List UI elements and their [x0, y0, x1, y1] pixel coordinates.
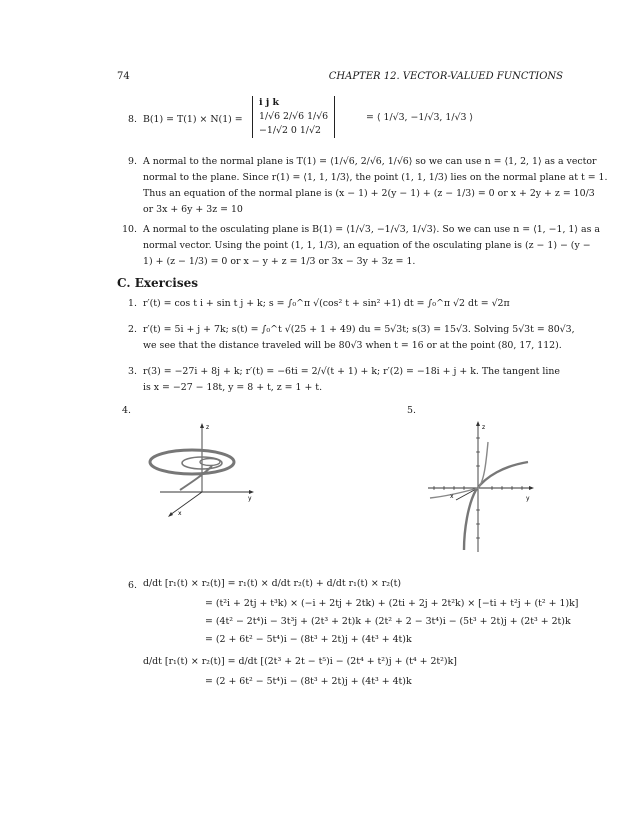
helix-inner-loop — [200, 459, 220, 466]
item-number: 6. — [128, 580, 137, 591]
exercise-6-line-2: = (t²i + 2tj + t³k) × (−i + 2tj + 2tk) + (2ti + 2j + 2t²k) × [−ti + t²j + (t² + 1)k] — [205, 598, 579, 609]
exercise-1-line: r′(t) = cos t i + sin t j + k; s = ∫₀^π √(cos² t + sin² +1) dt = ∫₀^π √2 dt = √2π — [143, 298, 510, 309]
item-number: 8. — [128, 114, 137, 125]
item-9 — [117, 154, 608, 218]
space-curve — [464, 462, 528, 550]
y-arrow — [529, 486, 534, 490]
exercise-3-line-2: is x = −27 − 18t, y = 8 + t, z = 1 + t. — [143, 382, 323, 393]
chapter-title: CHAPTER 12. VECTOR-VALUED FUNCTIONS — [328, 71, 563, 82]
z-arrow — [476, 421, 480, 426]
item-9-line-2: normal to the plane. Since r(1) = ⟨1, 1, 1/3⟩, the point (1, 1, 1/3) lies on the normal plane at t = 1. — [143, 172, 608, 183]
page-header — [117, 71, 563, 85]
figure-5-label: 5. — [407, 405, 416, 416]
section-title: C. Exercises — [117, 276, 198, 290]
item-10-line-2: normal vector. Using the point (1, 1, 1/3), an equation of the osculating plane is (z − 1) − (y − — [143, 240, 591, 251]
exercise-6-line-3: = (4t² − 2t⁴)i − 3t³j + (2t³ + 2t)k + (2t² + 2 − 3t⁴)i − (5t³ + 2t)j + (2t³ + 2t)k — [205, 616, 571, 627]
item-number: 2. — [128, 324, 137, 335]
x-arrow — [168, 512, 173, 517]
item-number: 1. — [128, 298, 137, 309]
determinant-matrix — [252, 96, 335, 138]
exercise-6-line-6: = (2 + 6t² − 5t⁴)i − (8t³ + 2t)j + (4t³ + 4t)k — [205, 676, 412, 687]
y-arrow — [249, 490, 254, 494]
x-axis-label: x — [450, 493, 454, 500]
page-number: 74 — [117, 71, 130, 82]
matrix-row-2: 1/√6 2/√6 1/√6 — [259, 111, 329, 122]
exercise-3 — [117, 364, 567, 396]
item-10-line-1: A normal to the osculating plane is B(1) = ⟨1/√3, −1/√3, 1/√3⟩. So we can use n = ⟨1, −1, 1⟩ as a — [143, 224, 600, 235]
matrix-row-1: i j k — [259, 97, 279, 108]
item-number: 3. — [128, 366, 137, 377]
item-10-line-3: 1) + (z − 1/3) = 0 or x − y + z = 1/3 or 3x − 3y + 3z = 1. — [143, 256, 416, 267]
exercise-6-line-1: d/dt [r₁(t) × r₂(t)] = r₁(t) × d/dt r₂(t) + d/dt r₁(t) × r₂(t) — [143, 578, 402, 589]
exercise-2-line-1: r′(t) = 5i + j + 7k; s(t) = ∫₀^t √(25 + 1 + 49) du = 5√3t; s(3) = 15√3. Solving 5√3t = 80√3, — [143, 324, 575, 335]
item-8-lhs: B(1) = T(1) × N(1) = — [143, 114, 243, 125]
figure-5-curve-plot — [420, 418, 540, 558]
item-9-line-4: or 3x + 6y + 3z = 10 — [143, 204, 243, 215]
figure-4-helix-plot — [140, 420, 290, 520]
exercise-6-line-5: d/dt [r₁(t) × r₂(t)] = d/dt [(2t³ + 2t − t⁵)i − (2t⁴ + t²)j + (t⁴ + 2t²)k] — [143, 656, 457, 667]
exercise-2-line-2: we see that the distance traveled will be 80√3 when t = 16 or at the point (80, 17, 112). — [143, 340, 562, 351]
z-axis-label: z — [206, 424, 210, 431]
y-axis-label: y — [248, 495, 252, 502]
z-axis-label: z — [482, 424, 486, 431]
exercise-6-line-4: = (2 + 6t² − 5t⁴)i − (8t³ + 2t)j + (4t³ + 4t)k — [205, 634, 412, 645]
z-arrow — [200, 423, 204, 428]
helix-tail — [180, 466, 212, 490]
item-number: 9. — [128, 156, 137, 167]
x-axis-label: x — [178, 510, 182, 517]
y-axis-label: y — [526, 495, 530, 502]
projection-curve — [430, 442, 488, 498]
item-number: 10. — [122, 224, 137, 235]
x-axis — [170, 492, 202, 515]
figure-4-label: 4. — [122, 405, 131, 416]
exercise-3-line-1: r(3) = −27i + 8j + k; r′(t) = −6ti = 2/√(t + 1) + k; r′(2) = −18i + j + k. The tangent line — [143, 366, 560, 377]
exercise-2 — [117, 322, 575, 354]
matrix-row-3: −1/√2 0 1/√2 — [259, 125, 321, 136]
item-8-result: = ⟨ 1/√3, −1/√3, 1/√3 ⟩ — [366, 112, 474, 123]
item-9-line-3: Thus an equation of the normal plane is (x − 1) + 2(y − 1) + (z − 1/3) = 0 or x + 2y + z = 10/3 — [143, 188, 595, 199]
item-10 — [117, 222, 600, 272]
item-9-line-1: A normal to the normal plane is T(1) = ⟨1/√6, 2/√6, 1/√6⟩ so we can use n = ⟨1, 2, 1⟩ as a vector — [143, 156, 597, 167]
